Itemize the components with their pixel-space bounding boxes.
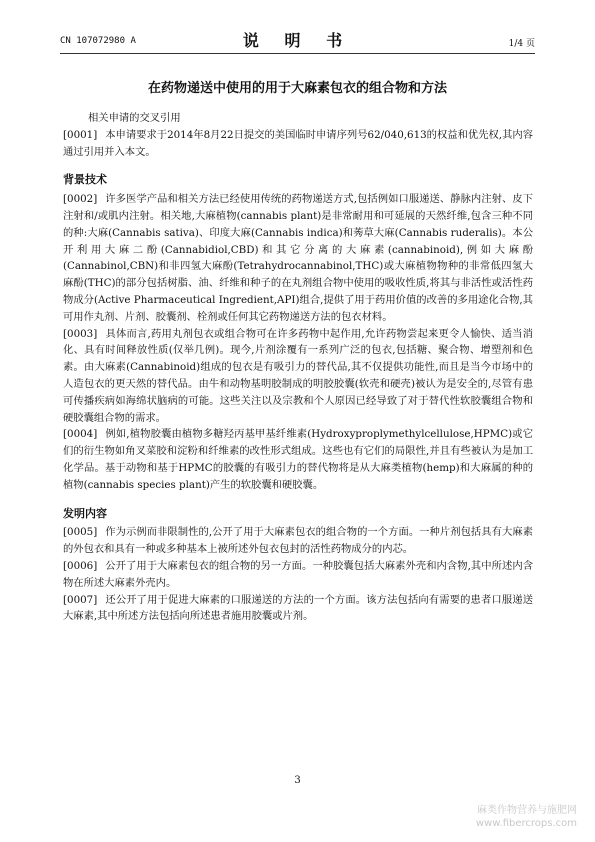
- page-header: [60, 28, 535, 50]
- paragraph-text: 具体而言,药用丸剂包衣或组合物可在许多药物中起作用,允许药物尝起来更令人愉快、适当消化、具有时间释放性质(仅举几例)。现今,片剂涂覆有一系列广泛的包衣,包括糖、聚合物、增塑剂和色素。由大麻素(Cannabinoid)组成的包衣是有吸引力的替代品,其不仅提供功能性,而且是当今市场中的人造包衣的更天然的替代品。由牛和动物基明胶制成的明胶胶囊(软壳和硬壳)被认为是安全的,尽管有患可传播疾病如海绵状脑病的可能。这些关注以及宗教和个人原因已经导致了对于替代性软胶囊组合物和硬胶囊组合物的需求。: [63, 327, 533, 424]
- document-body: [63, 110, 533, 625]
- paragraph-number: [0005]: [63, 526, 98, 539]
- watermark: [476, 804, 577, 830]
- document-number: CN 107072980 A: [60, 36, 136, 46]
- paragraph-number: [0003]: [63, 327, 98, 340]
- paragraph-0002: [63, 191, 533, 325]
- paragraph-number: [0006]: [63, 559, 98, 572]
- paragraph-0003: [63, 326, 533, 427]
- paragraph-text: 本申请要求于2014年8月22日提交的美国临时申请序列号62/040,613的权益和优先权,其内容通过引用并入本文。: [63, 128, 533, 158]
- summary-heading: 发明内容: [63, 506, 107, 520]
- paragraph-text: 还公开了用于促进大麻素的口服递送的方法的一个方面。该方法包括向有需要的患者口服递送大麻素,其中所述方法包括向所述患者施用胶囊或片剂。: [63, 593, 533, 623]
- paragraph-0004: [63, 426, 533, 493]
- paragraph-number: [0007]: [63, 593, 98, 606]
- related-heading: 相关申请的交叉引用: [88, 112, 181, 124]
- paragraph-number: [0001]: [63, 128, 98, 141]
- watermark-line1: 麻类作物营养与施肥网: [477, 805, 577, 816]
- paragraph-number: [0002]: [63, 193, 98, 206]
- paragraph-text: 许多医学产品和相关方法已经使用传统的药物递送方式,包括例如口服递送、静脉内注射、皮下注射和/或肌内注射。相关地,大麻植物(cannabis plant)是非常耐用和可延展的天然纤维,包含三种不同的种:大麻(Cannabis sativa)、印度大麻(Cannabis indica)和莠草大麻(Cannabis ruderalis)。本公开利用大麻二酚(Cannabidiol,CBD)和其它分离的大麻素(cannabinoid),例如大麻酚(Cannabinol,CBN)和非四氢大麻酚(Tetrahydrocannabinol,THC)或大麻植物物种的非常低四氢大麻酚(THC)的部分包括树脂、油、纤维和种子的在丸剂组合物中使用的吸收性质,将其与非活性或活性药物成分(Active Pharmaceutical Ingredient,API)组合,提供了用于药用价值的改善的多用途化合物,其可用作丸剂、片剂、胶囊剂、栓剂或任何其它药物递送方法的包衣材料。: [63, 193, 533, 323]
- background-heading: 背景技术: [63, 173, 107, 187]
- watermark-line2: www.fibercrops.com: [475, 818, 577, 829]
- header-divider: [60, 53, 535, 54]
- paragraph-0001: [63, 127, 533, 161]
- page-number: 3: [294, 775, 301, 786]
- document-type: 说 明 书: [242, 31, 353, 50]
- paragraph-0005: [63, 524, 533, 558]
- page-counter: 1/4 页: [508, 39, 535, 49]
- paragraph-0006: [63, 558, 533, 592]
- paragraph-text: 例如,植物胶囊由植物多糖羟丙基甲基纤维素(Hydroxyproplymethylcellulose,HPMC)或它们的衍生物如角叉菜胶和淀粉和纤维素的改性形式组成。这些也有它们的局限性,并且有些被认为是加工化学品。基于动物和基于HPMC的胶囊的有吸引力的替代物将是从大麻类植物(hemp)和大麻属的种的植物(cannabis species plant)产生的软胶囊和硬胶囊。: [63, 428, 533, 491]
- paragraph-0007: [63, 592, 533, 626]
- paragraph-text: 公开了用于大麻素包衣的组合物的另一方面。一种胶囊包括大麻素外壳和内含物,其中所述内含物在所述大麻素外壳内。: [63, 559, 533, 589]
- document-title: 在药物递送中使用的用于大麻素包衣的组合物和方法: [147, 81, 447, 96]
- paragraph-number: [0004]: [63, 428, 98, 441]
- paragraph-text: 作为示例而非限制性的,公开了用于大麻素包衣的组合物的一个方面。一种片剂包括具有大麻素的外包衣和具有一种或多种基本上被所述外包衣包封的活性药物成分的内芯。: [63, 526, 533, 556]
